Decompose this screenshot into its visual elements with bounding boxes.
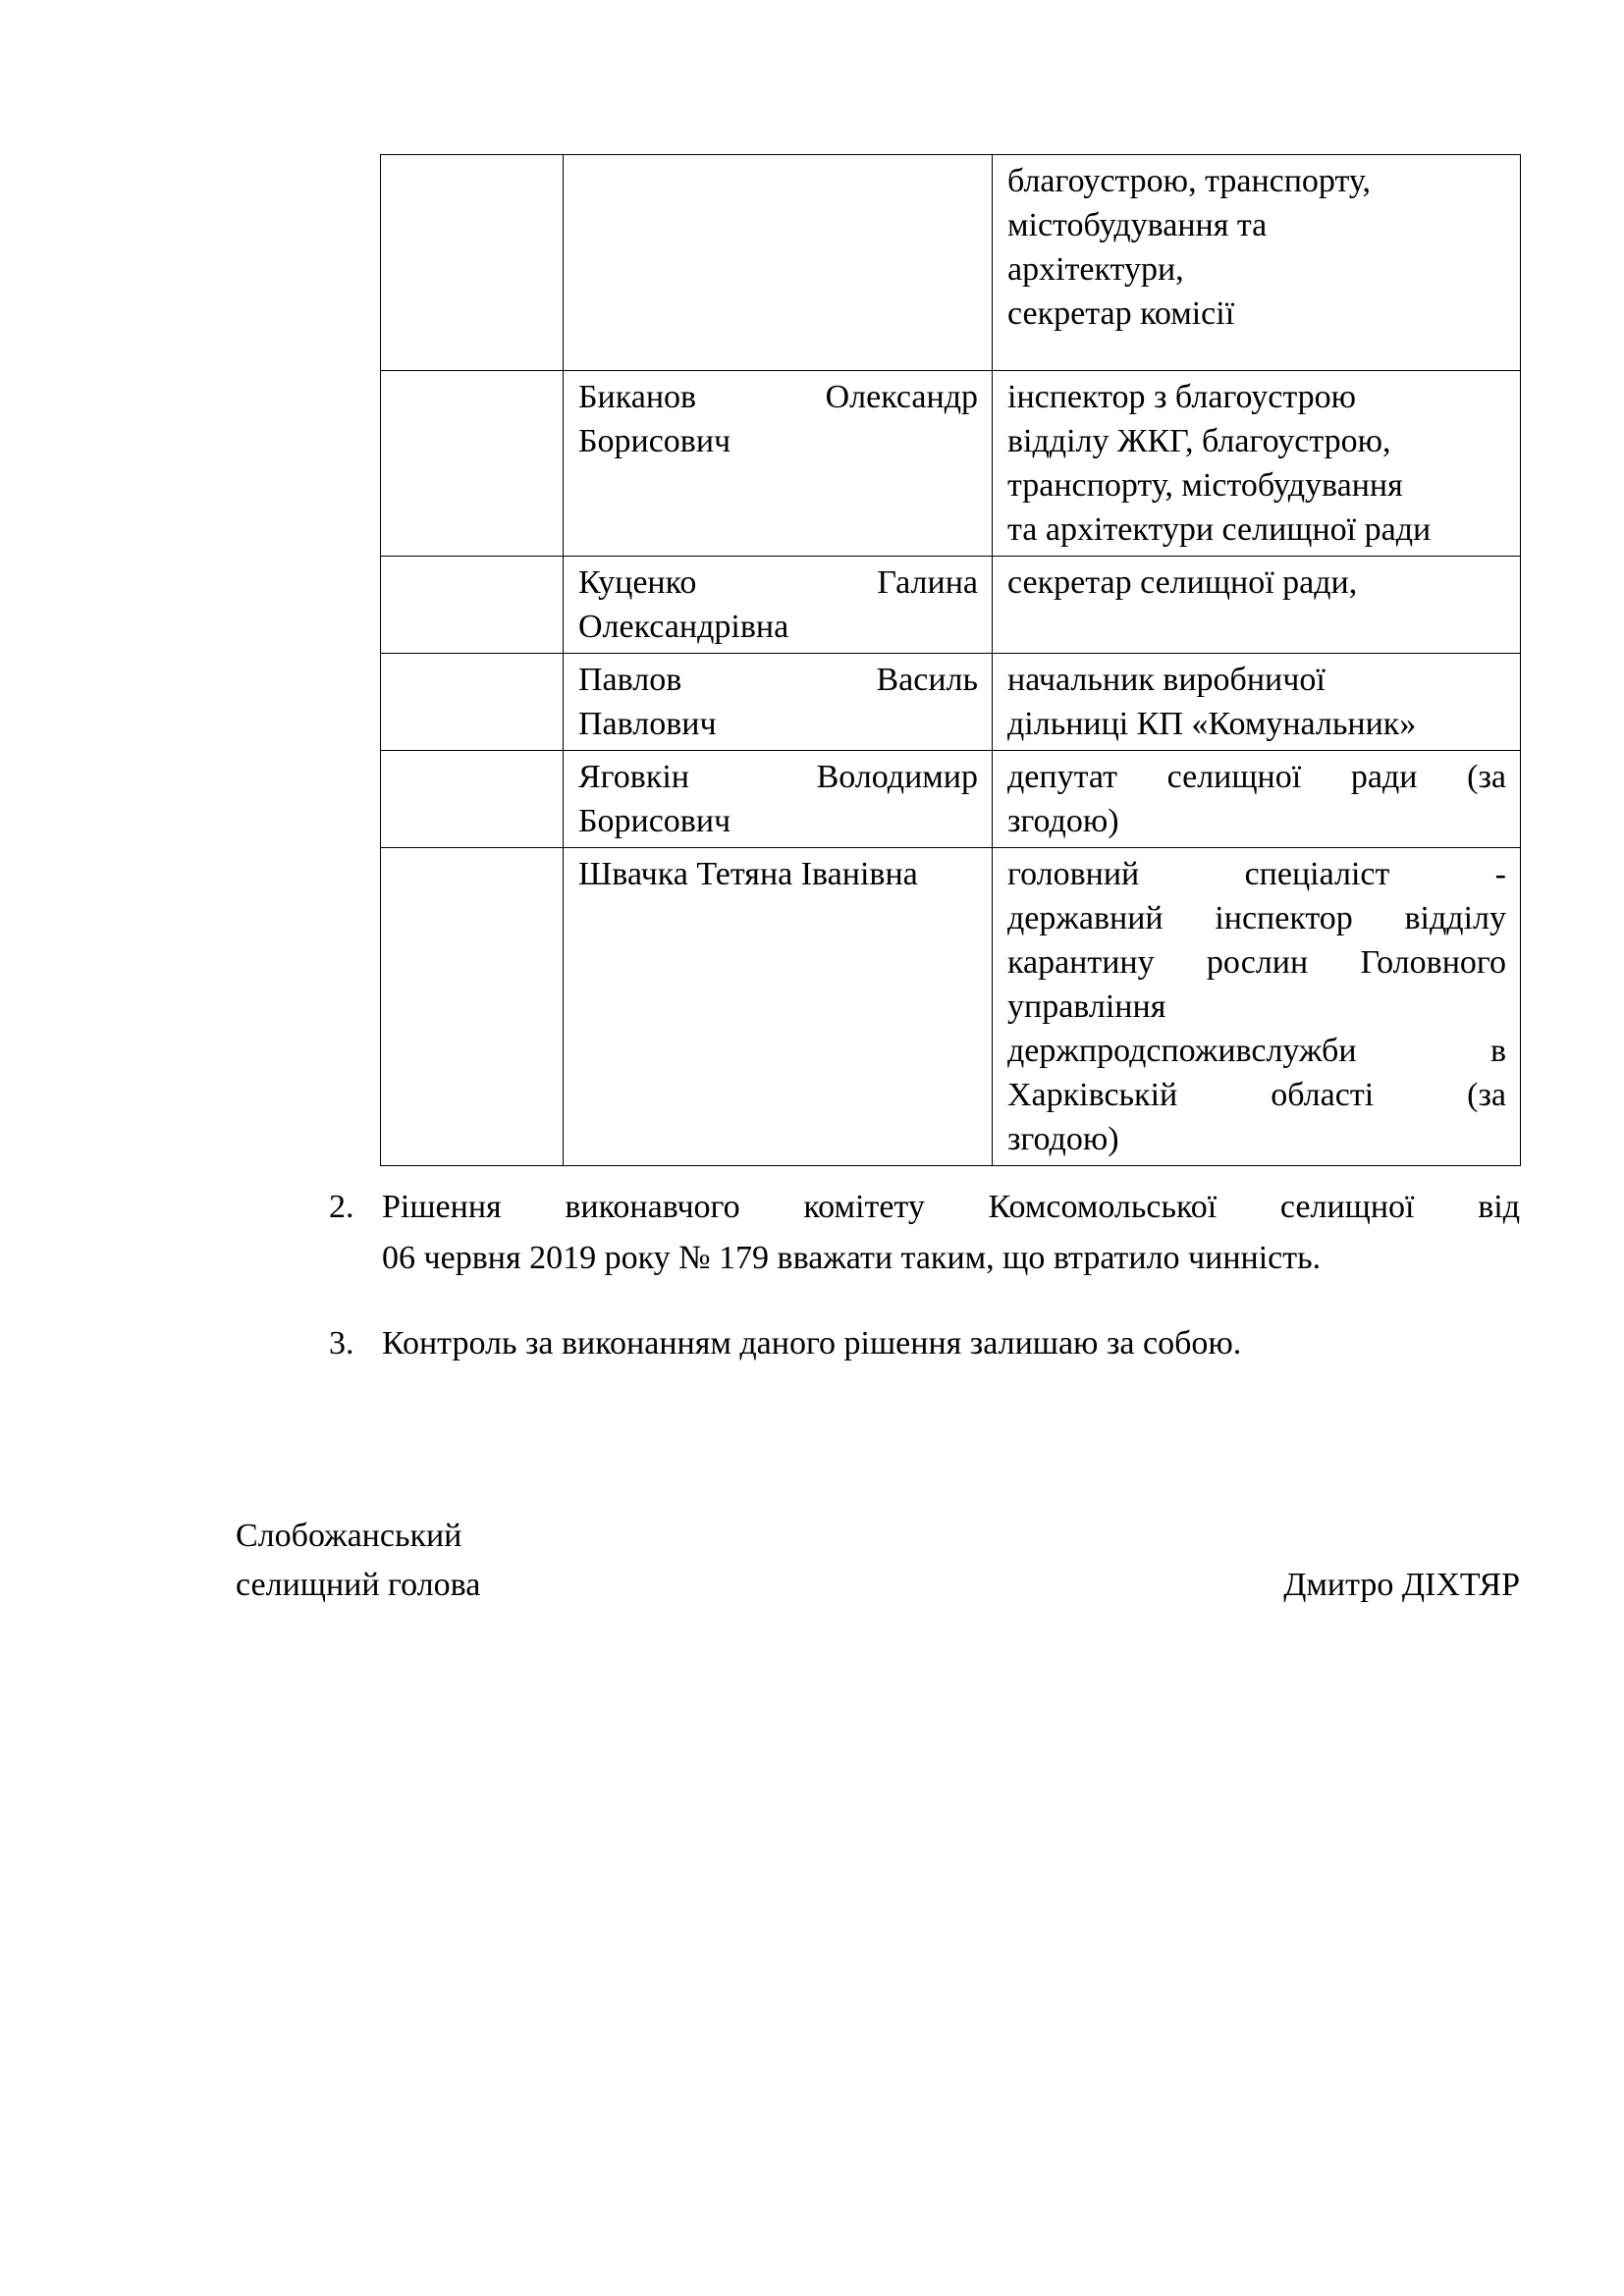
member-role-cell	[993, 155, 1521, 371]
member-role-line: секретар селищної ради,	[1007, 564, 1358, 601]
member-name-cell	[564, 371, 993, 557]
item-text-line: 06 червня 2019 року № 179 вважати таким, що втратило чинність.	[382, 1240, 1322, 1276]
member-role-cell	[993, 371, 1521, 557]
member-role-line: благоустрою, транспорту,	[1007, 163, 1371, 199]
table-cell-empty	[381, 557, 564, 654]
member-name-cell	[564, 751, 993, 848]
decision-item-3	[329, 1318, 1520, 1369]
table-row	[381, 557, 1521, 654]
table-row	[381, 155, 1521, 371]
member-role-line: транспорту, містобудування	[1007, 467, 1403, 504]
table-cell-empty	[381, 751, 564, 848]
member-role-cell	[993, 654, 1521, 751]
member-name-line: Павлов Василь	[578, 662, 978, 698]
member-name-line: Борисович	[578, 423, 731, 459]
commission-table	[380, 154, 1521, 1166]
member-role-cell	[993, 751, 1521, 848]
member-role-line: архітектури,	[1007, 251, 1184, 288]
member-name-line: Павлович	[578, 706, 717, 742]
member-role-line: управління	[1007, 988, 1166, 1025]
member-role-line: містобудування та	[1007, 207, 1268, 243]
item-number: 2.	[329, 1189, 354, 1225]
member-role-line: карантину рослин Головного	[1007, 944, 1506, 981]
member-name-cell	[564, 848, 993, 1166]
table-cell-empty	[381, 848, 564, 1166]
table-cell-empty	[381, 371, 564, 557]
member-name-line: Швачка Тетяна Іванівна	[578, 856, 918, 892]
member-name-cell	[564, 654, 993, 751]
member-role-line: згодою)	[1007, 803, 1119, 839]
table-row	[381, 654, 1521, 751]
member-role-line: депутат селищної ради (за	[1007, 759, 1506, 795]
member-role-cell	[993, 848, 1521, 1166]
signatory-name: Дмитро ДІХТЯР	[1283, 1567, 1520, 1603]
item-number: 3.	[329, 1325, 354, 1362]
position-line: селищний голова	[236, 1567, 481, 1603]
member-role-line: та архітектури селищної ради	[1007, 511, 1432, 548]
member-name-line: Куценко Галина	[578, 564, 978, 601]
member-role-line: держпродспоживслужби в	[1007, 1033, 1506, 1069]
member-role-cell	[993, 557, 1521, 654]
position-line: Слобожанський	[236, 1518, 462, 1554]
table-cell-empty	[381, 155, 564, 371]
member-role-line: головний спеціаліст -	[1007, 856, 1506, 892]
item-text: Контроль за виконанням даного рішення залишаю за собою.	[382, 1325, 1242, 1362]
member-role-line: згодою)	[1007, 1121, 1119, 1157]
member-name-cell	[564, 557, 993, 654]
member-name-line: Яговкін Володимир	[578, 759, 978, 795]
table-row	[381, 848, 1521, 1166]
member-role-line: начальник виробничої	[1007, 662, 1326, 698]
member-role-line: Харківській області (за	[1007, 1077, 1506, 1113]
member-role-line: інспектор з благоустрою	[1007, 379, 1357, 415]
member-name-line: Олександрівна	[578, 609, 789, 645]
member-name-cell	[564, 155, 993, 371]
member-name-line: Биканов Олександр	[578, 379, 978, 415]
table-row	[381, 751, 1521, 848]
member-role-line: відділу ЖКГ, благоустрою,	[1007, 423, 1391, 459]
member-name-line: Борисович	[578, 803, 731, 839]
signatory-position	[236, 1512, 480, 1610]
member-role-line: дільниці КП «Комунальник»	[1007, 706, 1417, 742]
table-row	[381, 371, 1521, 557]
member-role-line: секретар комісії	[1007, 295, 1235, 332]
decision-item-2	[329, 1182, 1520, 1284]
table-cell-empty	[381, 654, 564, 751]
item-text-line: Рішення виконавчого комітету Комсомольської селищної від	[382, 1189, 1520, 1225]
member-role-line: державний інспектор відділу	[1007, 900, 1506, 936]
